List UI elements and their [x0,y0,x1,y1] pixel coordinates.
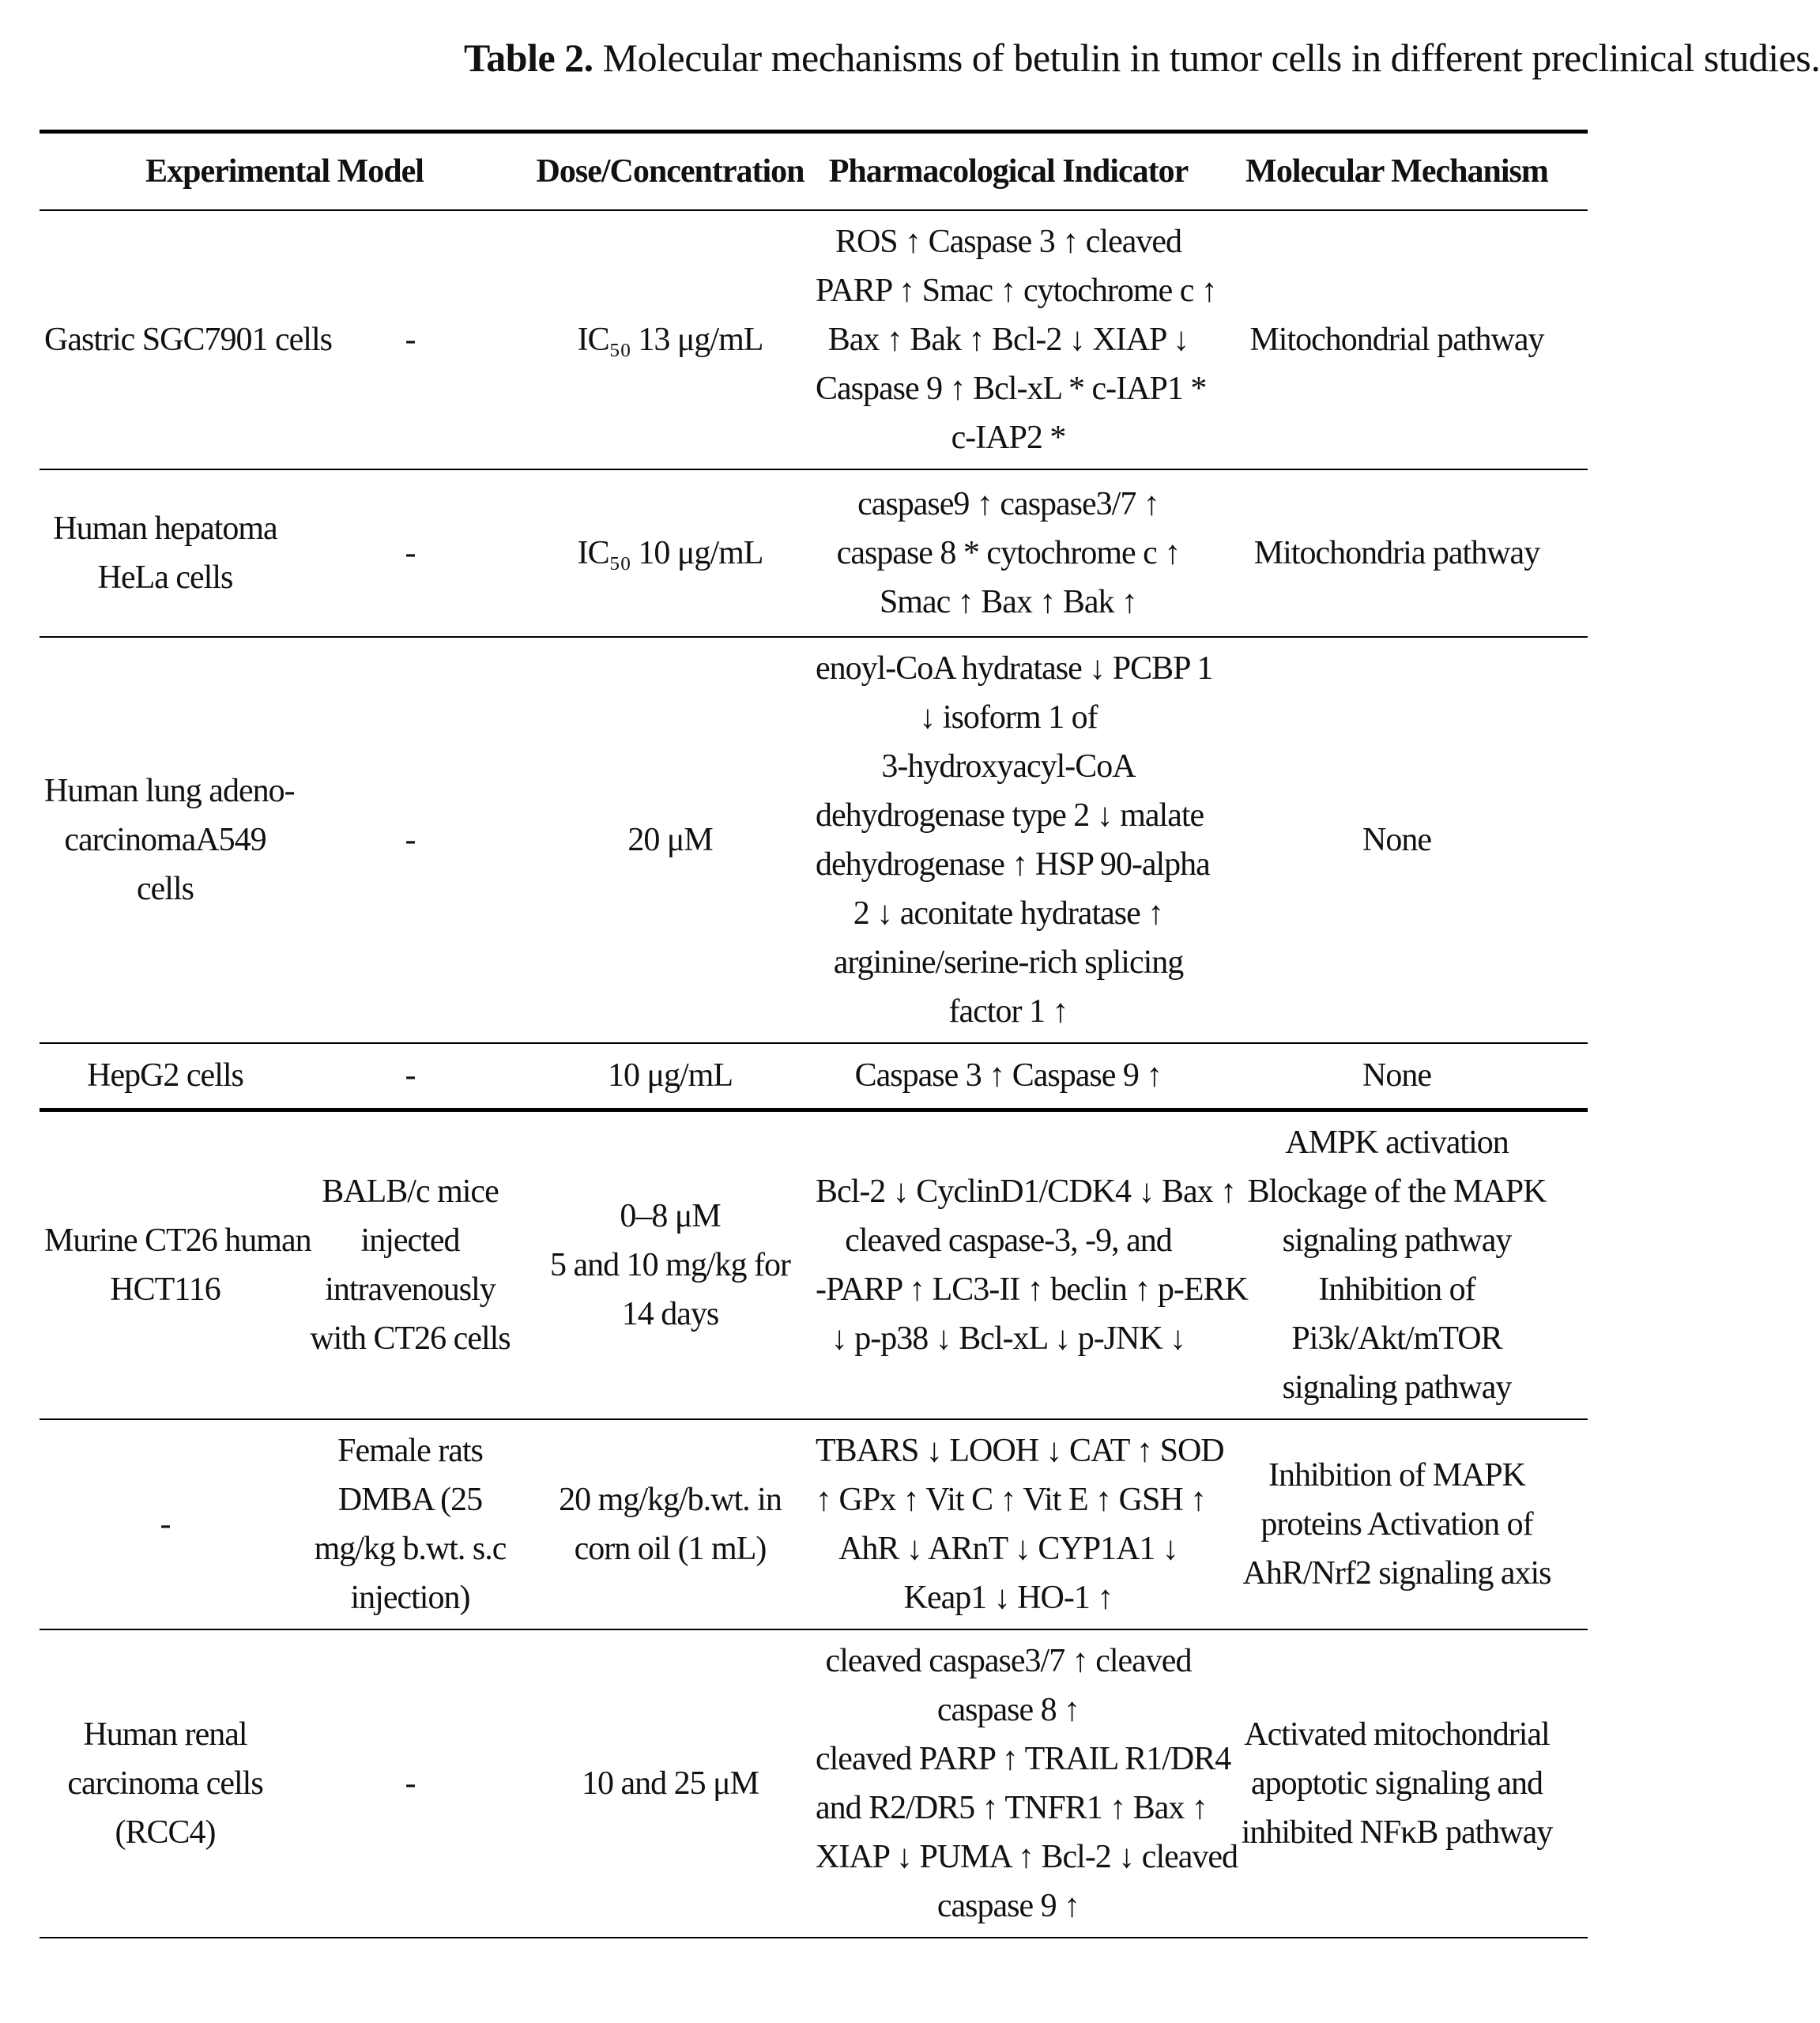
cell-line: AhR ↓ ARnT ↓ CYP1A1 ↓ [838,1530,1178,1567]
table-row [40,1629,1588,1938]
cell-line: cleaved PARP ↑ TRAIL R1/DR4 [816,1740,1231,1777]
cell-line: cleaved caspase3/7 ↑ cleaved [825,1642,1192,1679]
cell-line: Inhibition of MAPK [1268,1456,1525,1494]
cell-line: ↑ GPx ↑ Vit C ↑ Vit E ↑ GSH ↑ [816,1481,1207,1518]
cell-dose [529,210,811,469]
cell-line: carcinomaA549 [64,822,266,858]
cell-line: Bax ↑ Bak ↑ Bcl-2 ↓ XIAP ↓ [827,322,1189,358]
cell-mechanism [1206,1109,1588,1419]
cell-line: Inhibition of [1318,1271,1475,1308]
cell-line: HepG2 cells [87,1057,243,1094]
cell-dose [529,469,811,637]
cell-line: Mitochondrial pathway [1249,322,1544,358]
cell-mechanism [1206,1419,1588,1629]
cell-line: 20 mg/kg/b.wt. in [559,1481,782,1518]
cell-line: Smac ↑ Bax ↑ Bak ↑ [879,584,1138,620]
cell-line: factor 1 ↑ [948,993,1068,1030]
cell-line: - [405,822,416,858]
cell-line: HeLa cells [97,559,233,596]
cell-line: dehydrogenase ↑ HSP 90-alpha [816,846,1210,883]
cell-experimental-model [40,1109,311,1419]
cell-line: - [160,1505,171,1543]
cell-indicator [811,210,1217,469]
table-row [40,1109,1588,1419]
cell-line: Murine CT26 human [44,1222,311,1259]
cell-model-detail [291,1419,529,1629]
cell-line: - [405,1765,416,1802]
table-header-row [40,132,1588,211]
cell-line: DMBA (25 [337,1481,483,1518]
cell-line: injection) [350,1579,470,1616]
cell-line: AMPK activation [1285,1124,1509,1161]
cell-line: (RCC4) [115,1814,216,1851]
table-caption-label: Table 2. [464,36,593,80]
cell-model-detail [291,637,529,1043]
cell-line: carcinoma cells [67,1765,263,1802]
cell-indicator [811,1629,1238,1938]
cell-line: enoyl-CoA hydratase ↓ PCBP 1 [816,650,1213,687]
cell-line: IC₅₀ 10 μg/mL [577,535,763,571]
cell-line: 20 μM [627,822,713,858]
cell-experimental-model [40,210,332,469]
cell-mechanism [1206,637,1588,1043]
header-mechanism: Molecular Mechanism [1245,153,1548,190]
cell-line: HCT116 [110,1271,220,1308]
cell-line: None [1362,1057,1431,1094]
table-row [40,210,1588,469]
cell-line: intravenously [325,1271,496,1308]
cell-line: c-IAP2 * [951,420,1066,456]
cell-experimental-model [40,1043,291,1109]
cell-line: proteins Activation of [1260,1505,1533,1543]
cell-line: TBARS ↓ LOOH ↓ CAT ↑ SOD [816,1432,1224,1469]
header-dose: Dose/Concentration [536,153,804,190]
cell-line: Bcl-2 ↓ CyclinD1/CDK4 ↓ Bax ↑ [816,1173,1237,1210]
cell-line: mg/kg b.wt. s.c [314,1530,507,1567]
cell-line: - [405,535,416,571]
cell-line: PARP ↑ Smac ↑ cytochrome c ↑ [816,273,1217,309]
cell-line: 0–8 μM [620,1197,721,1234]
cell-line: 14 days [621,1295,719,1332]
table-row [40,637,1588,1043]
cell-line: apoptotic signaling and [1251,1765,1543,1802]
cell-line: Pi3k/Akt/mTOR [1291,1320,1502,1357]
cell-indicator [811,1109,1248,1419]
cell-line: Human hepatoma [53,510,277,547]
cell-indicator [811,637,1213,1043]
table-row [40,469,1588,637]
cell-line: Activated mitochondrial [1244,1716,1550,1753]
cell-line: Human lung adeno- [44,773,295,809]
cell-line: corn oil (1 mL) [574,1530,767,1567]
cell-line: - [405,322,416,358]
cell-line: ROS ↑ Caspase 3 ↑ cleaved [835,224,1182,260]
cell-mechanism [1206,210,1588,469]
cell-dose [529,1043,811,1109]
cell-experimental-model [40,1629,291,1938]
cell-line: - [405,1057,416,1094]
cell-indicator [811,1043,1206,1109]
cell-line: 3-hydroxyacyl-CoA [881,748,1136,785]
cell-line: cells [137,871,194,907]
cell-dose [529,1419,811,1629]
cell-line: cleaved caspase-3, -9, and [845,1222,1172,1259]
cell-line: Caspase 9 ↑ Bcl-xL * c-IAP1 * [816,371,1207,407]
cell-line: Blockage of the MAPK [1247,1173,1547,1210]
cell-line: Human renal [83,1716,247,1753]
cell-line: inhibited NFκB pathway [1241,1814,1553,1851]
cell-line: XIAP ↓ PUMA ↑ Bcl-2 ↓ cleaved [816,1838,1238,1875]
cell-line: caspase 8 * cytochrome c ↑ [836,535,1181,571]
table-caption [464,30,1820,85]
header-experimental-model: Experimental Model [145,153,424,190]
cell-line: injected [360,1222,460,1259]
cell-line: 10 and 25 μM [581,1765,759,1802]
cell-dose [529,1109,811,1419]
cell-line: 10 μg/mL [607,1057,733,1094]
cell-line: and R2/DR5 ↑ TNFR1 ↑ Bax ↑ [816,1789,1208,1826]
cell-line: caspase9 ↑ caspase3/7 ↑ [857,486,1159,522]
cell-line: Caspase 3 ↑ Caspase 9 ↑ [854,1057,1162,1094]
cell-model-detail [291,1109,529,1419]
cell-line: IC₅₀ 13 μg/mL [577,322,763,358]
mechanisms-table [40,130,1588,1938]
cell-line: Mitochondria pathway [1253,535,1540,571]
cell-dose [529,637,811,1043]
cell-line: signaling pathway [1282,1222,1512,1259]
cell-line: Keap1 ↓ HO-1 ↑ [903,1579,1113,1616]
cell-mechanism [1206,469,1588,637]
cell-line: ↓ p-p38 ↓ Bcl-xL ↓ p-JNK ↓ [831,1320,1186,1357]
cell-dose [529,1629,811,1938]
table-caption-text: Molecular mechanisms of betulin in tumor cells in different preclinical studies. [593,36,1820,80]
cell-line: arginine/serine-rich splicing [833,944,1184,981]
cell-indicator [811,469,1206,637]
cell-experimental-model [40,469,291,637]
cell-line: with CT26 cells [310,1320,511,1357]
cell-experimental-model [40,1419,291,1629]
cell-mechanism [1206,1629,1588,1938]
cell-line: caspase 8 ↑ [936,1691,1080,1728]
cell-model-detail [291,469,529,637]
cell-line: 2 ↓ aconitate hydratase ↑ [853,895,1164,932]
header-indicator: Pharmacological Indicator [828,153,1189,190]
cell-line: Gastric SGC7901 cells [44,322,332,358]
table-row [40,1419,1588,1629]
cell-model-detail [291,1629,529,1938]
cell-line: BALB/c mice [322,1173,499,1210]
cell-mechanism [1206,1043,1588,1109]
cell-line: signaling pathway [1282,1369,1512,1406]
cell-line: dehydrogenase type 2 ↓ malate [816,797,1204,834]
cell-line: 5 and 10 mg/kg for [550,1246,790,1283]
cell-experimental-model [40,637,295,1043]
cell-line: None [1362,822,1431,858]
table-body [40,210,1588,1938]
cell-indicator [811,1419,1224,1629]
cell-line: ↓ isoform 1 of [919,699,1098,736]
cell-line: AhR/Nrf2 signaling axis [1242,1554,1551,1592]
cell-line: caspase 9 ↑ [936,1887,1080,1924]
cell-line: -PARP ↑ LC3-II ↑ beclin ↑ p-ERK [816,1271,1248,1308]
table-row [40,1043,1588,1109]
cell-model-detail [291,1043,529,1109]
cell-line: Female rats [337,1432,483,1469]
